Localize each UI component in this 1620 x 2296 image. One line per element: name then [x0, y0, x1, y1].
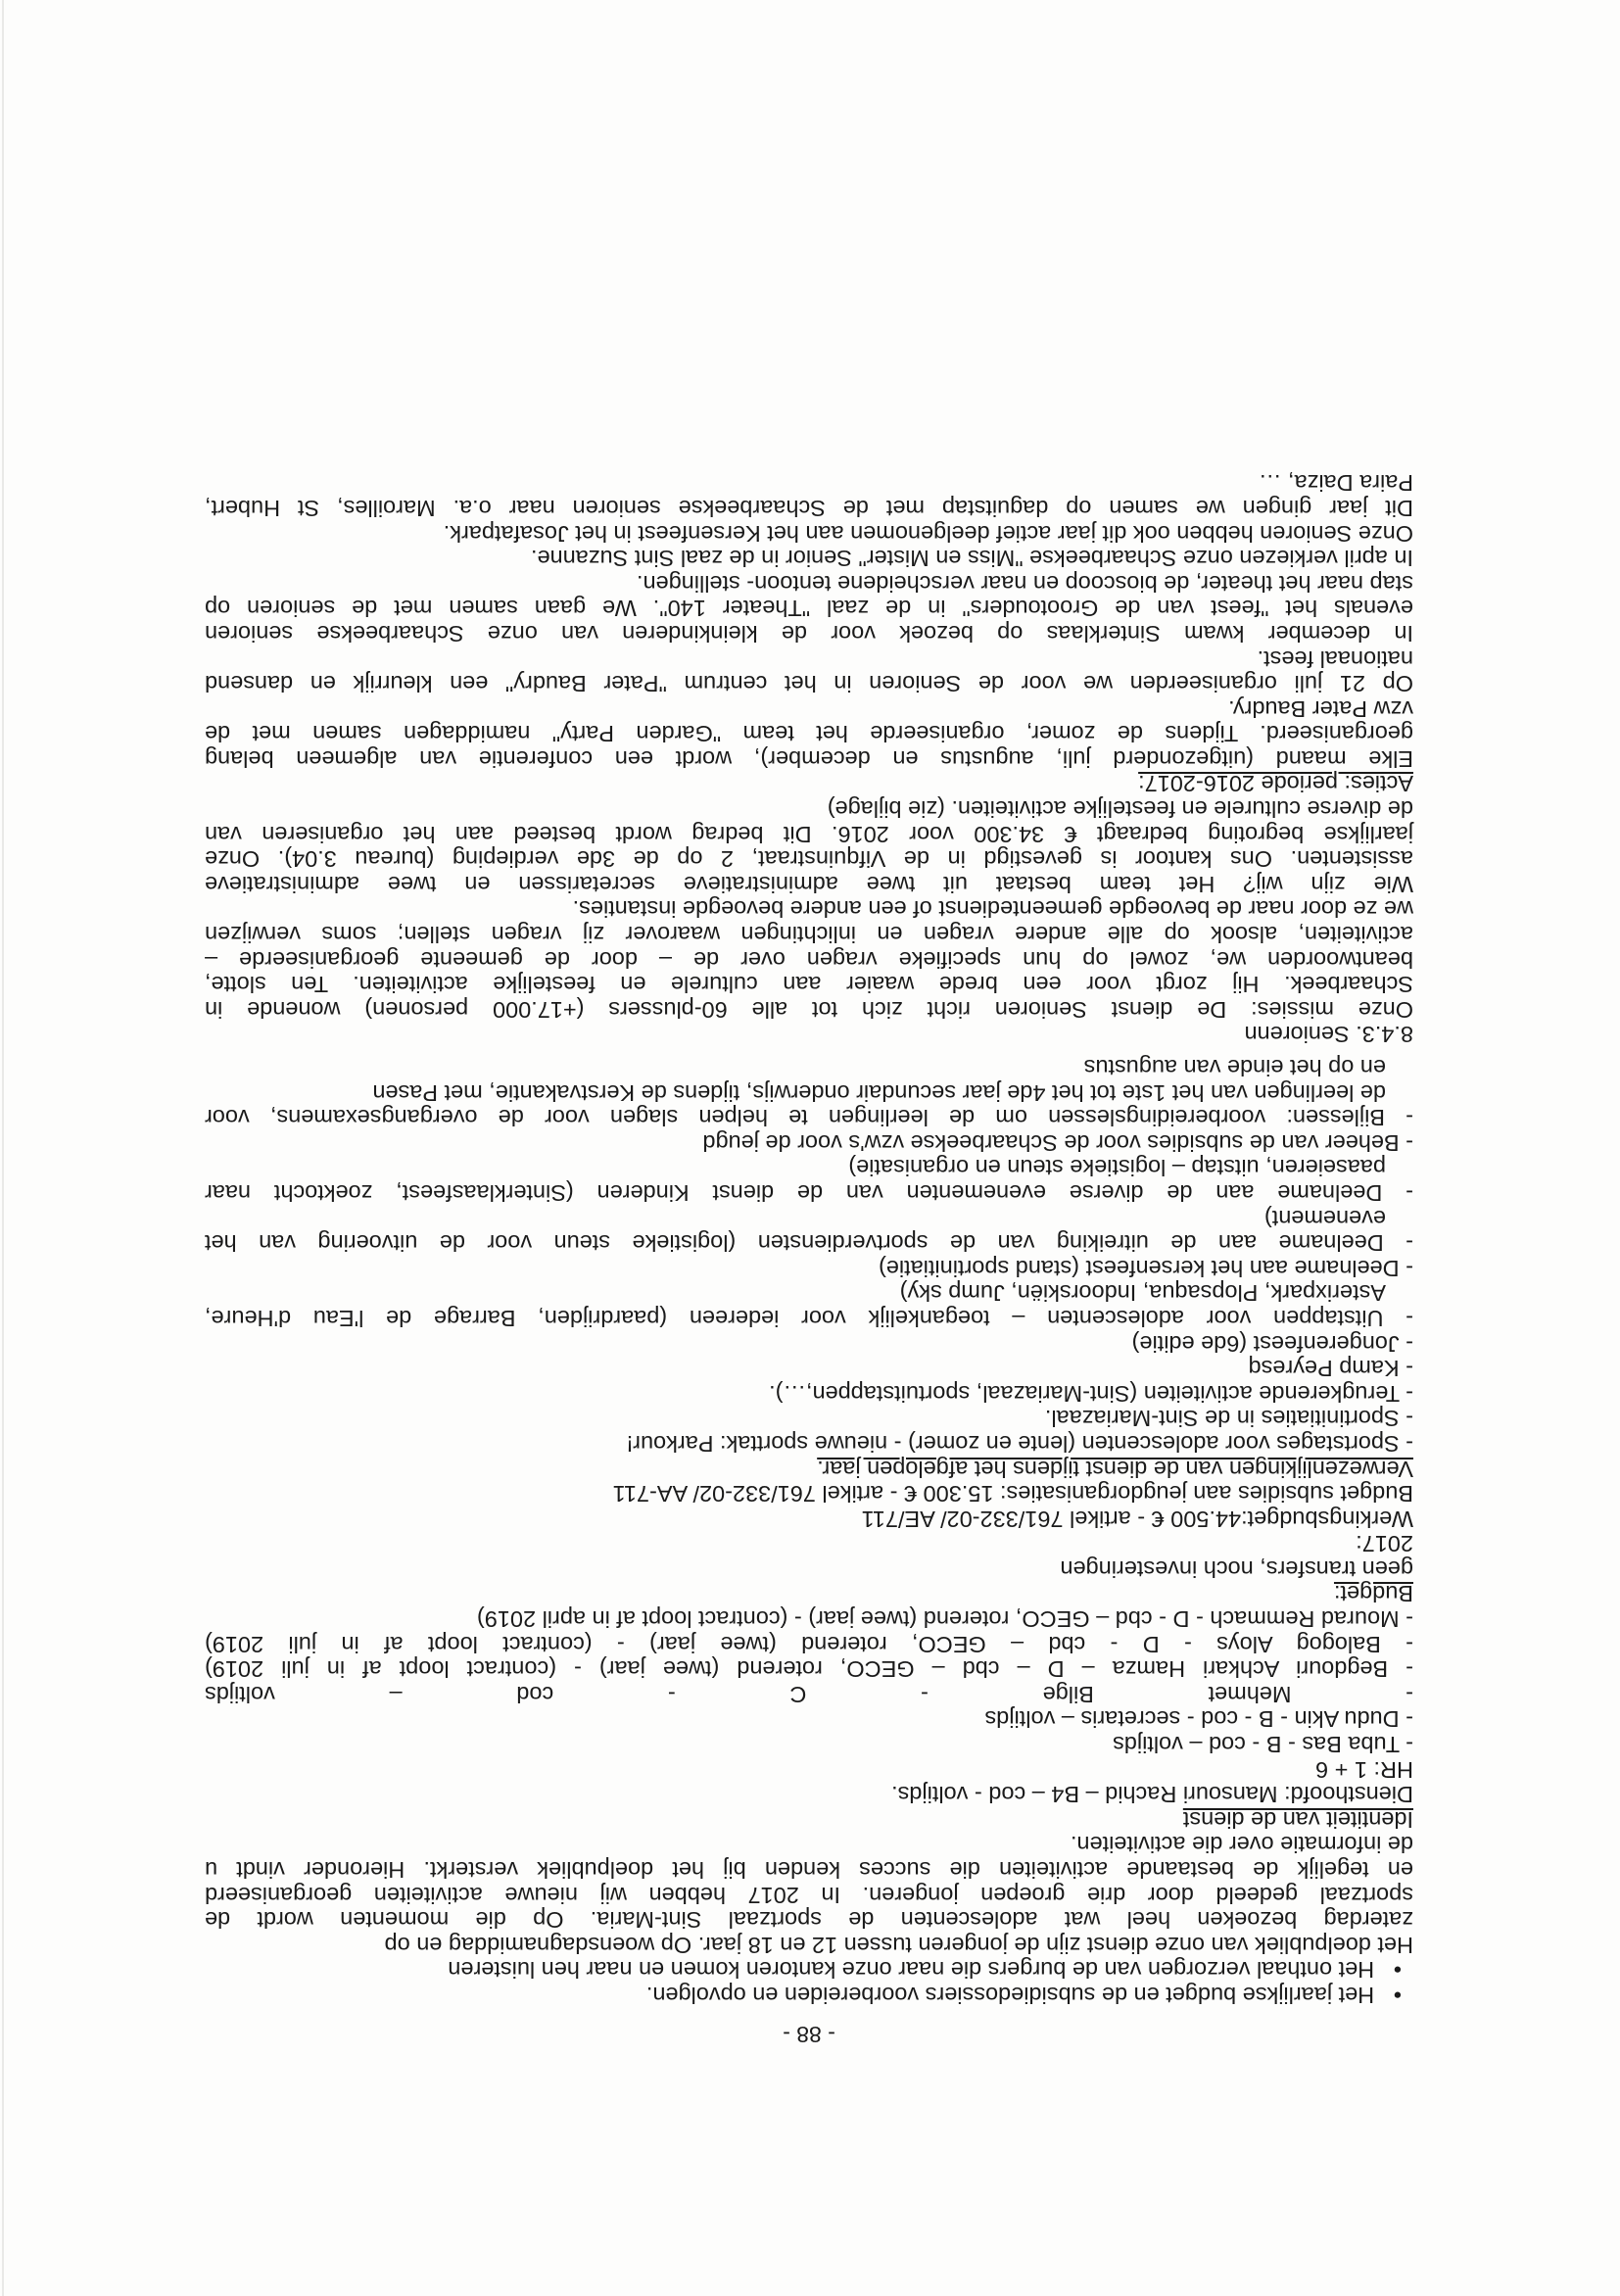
text-line: Identiteit van de dienst [1182, 1806, 1413, 1833]
text-line: Op 21 juli organiseerden we voor de Senioren in het centrum "Pater Baudry" een kleurrijk en dansend [205, 671, 1413, 697]
text-line: de informatie over die activiteiten. [1070, 1832, 1413, 1858]
text-line: - Mourad Remmach - D - cbd – GECO, roterend (twee jaar) - (contract loopt af in april 2019) [476, 1606, 1413, 1633]
text-line: - Dudu Akin - B - cod - secretaris – voltijds [984, 1706, 1413, 1733]
text-line: Werkingsbudget:44.500 € - artikel 761/332-02/ AE/711 [861, 1506, 1413, 1532]
text-line: Onze missies: De dienst Senioren richt zich tot alle 60-plussers (+17.000 personen) wonende in [205, 996, 1413, 1023]
text-line: - Tuba Bas - B - cod – voltijds [1113, 1732, 1413, 1758]
text-line: assistenten. Ons kantoor is gevestigd in de Vifquinstraat, 2 op de 3de verdieping (bureau 3.04). Onze [205, 846, 1413, 873]
text-line: Elke maand (uitgezonderd juli, augustus en december), wordt een conferentie van algemeen belang [205, 745, 1413, 772]
text-line: - Begdouri Achkari Hamza – D – cbd – GECO, roterend (twee jaar) - (contract loopt af in juli 2019) [205, 1656, 1413, 1683]
text-line: nationaal feest. [1257, 646, 1413, 672]
text-line: we ze door naar de bevoegde gemeentedienst of een andere bevoegde instanties. [572, 896, 1413, 923]
text-line: beantwoorden we, zowel op hun specifieke vragen over de – door de gemeente georganiseerde – [205, 946, 1413, 973]
text-line: Onze Senioren hebben ook dit jaar actief deelgenomen aan het Kersenfeest in het Josafatpark. [443, 520, 1413, 547]
text-line: - Jongerenfeest (6de editie) [1131, 1330, 1413, 1357]
text-line: - Terugkerende activiteiten (Sint-Mariazaal, sportuitstappen,…). [769, 1380, 1413, 1407]
text-line: Budget subsidies aan jeugdorganisaties: 15.300 € - artikel 761/332-02/ AA-711 [612, 1481, 1413, 1507]
text-line: In december kwam Sinterklaas op bezoek voor de kleinkinderen van onze Schaarbeekse senioren [205, 620, 1413, 646]
text-line: en op het einde van augustus [1083, 1055, 1386, 1081]
text-line: Dit jaar gingen we samen op daguitstap met de Schaarbeekse senioren naar o.a. Maroilles, St Hubert, [205, 495, 1413, 521]
text-line: en tegelijk de bestaande activiteiten die succes kenden bij het doelpubliek versterkt. Hieronder vindt u [205, 1857, 1413, 1884]
text-line: - Bijlessen: voorbereidingslessen om de leerlingen te helpen slagen voor de overgangsexamens, voor [205, 1105, 1413, 1131]
text-line: Acties: periode 2016-2017: [1138, 771, 1413, 797]
text-line: - Kamp Peyresq [1248, 1356, 1413, 1382]
text-line: - Sportinitiaties in de Sint-Mariazaal. [1044, 1406, 1413, 1432]
text-line: georganiseerd. Tijdens de zomer, organiseerde het team "Garden Party" namiddagen samen met de [205, 721, 1413, 747]
text-line: - Uitstappen voor adolescenten – toegankelijk voor iedereen (paardrijden, Barrage de l'Eau d'Heure, [205, 1305, 1413, 1331]
text-line: evenement) [1263, 1205, 1386, 1231]
text-line: de leerlingen van het 1ste tot het 4de jaar secundair onderwijs, tijdens de Kerstvakantie, met Pasen [372, 1079, 1386, 1106]
page-number: - 88 - [783, 2022, 835, 2047]
text-line: paaseieren, uitstap – logistieke steun en organisatie) [848, 1155, 1386, 1181]
text-line: geen transfers, noch investeringen [1060, 1555, 1413, 1582]
text-line: Paira Daiza, … [1258, 470, 1413, 497]
text-line: HR: 1 + 6 [1315, 1756, 1413, 1783]
text-line: 8.4.3. Seniorenn [1244, 1022, 1413, 1048]
text-line: vzw Pater Baudry. [1228, 695, 1413, 722]
text-line: - Deelname aan de diverse evenementen van de dienst Kinderen (Sinterklaasfeest, zoektocht naar [205, 1180, 1413, 1206]
text-line: jaarlijkse begroting bedraagt € 34.300 voor 2016. Dit bedrag wordt besteed aan het organiseren van [205, 821, 1413, 847]
text-line: - Beheer van de subsidies voor de Schaarbeekse vzw's voor de jeugd [702, 1129, 1413, 1156]
text-line: - Mehmet Bilge - C - cod – voltijds [205, 1681, 1413, 1707]
text-line: • Het jaarlijkse budget en de subsidiedossiers voorbereiden en opvolgen. [645, 1983, 1402, 2008]
text-line: Budget: [1333, 1581, 1413, 1607]
body-text [205, 470, 1413, 2007]
text-line: Diensthoofd: Mansouri Rachid – B4 – cod - voltijds. [891, 1782, 1413, 1808]
text-line: - Deelname aan het kersenfeest (stand sportinitiatie) [878, 1255, 1413, 1281]
text-line: Wie zijn wij? Het team bestaat uit twee administratieve secretarissen en twee administratieve [205, 871, 1413, 897]
text-line: activiteiten, alsook op alle andere vragen en inlichtingen waarover zij vragen stellen; soms verwijzen [205, 922, 1413, 948]
text-line: Schaarbeek. Hij zorgt voor een brede waaier aan culturele en feestelijke activiteiten. Ten slotte, [205, 972, 1413, 998]
text-line: 2017: [1356, 1531, 1413, 1557]
text-line: evenals het "feest van de Grootouders" in de zaal "Theater 140". We gaan samen met de senioren op [205, 596, 1413, 622]
text-line: Asterixpark, Plopsaqua, Indoorskiën, Jump sky) [899, 1280, 1386, 1307]
text-line: stap naar het theater, de bioscoop en naar verscheidene tentoon- stellingen. [636, 570, 1413, 597]
text-line: de diverse culturele en feestelijke activiteiten. (zie bijlage) [827, 796, 1413, 823]
text-line: Verwezenlijkingen van de dienst tijdens het afgelopen jaar. [817, 1456, 1413, 1482]
text-line: Het doelpubliek van onze dienst zijn de jongeren tussen 12 en 18 jaar. Op woensdagnamiddag en op [384, 1932, 1413, 1958]
text-line: • Het onthaal verzorgen van de burgers die naar onze kantoren komen en naar hen luisteren [448, 1957, 1402, 1984]
text-line: In april verkiezen onze Schaarbeekse "Miss en Mister" Senior in de zaal Sint Suzanne. [530, 546, 1413, 572]
text-line: zaterdag bezoeken heel wat adolescenten de sportzaal Sint-Maria. Op die momenten wordt de [205, 1907, 1413, 1934]
text-line: - Deelname aan de uitreiking van de sportverdiensten (logistieke steun voor de uitvoering van het [205, 1230, 1413, 1257]
text-line: sportzaal gedeeld door drie groepen jongeren. In 2017 hebben wij nieuwe activiteiten georganiseerd [205, 1882, 1413, 1908]
text-line: - Balogog Aloys - D - cbd – GECO, roterend (twee jaar) - (contract loopt af in juli 2019) [205, 1631, 1413, 1657]
text-line: - Sportstages voor adolescenten (lente en zomer) - nieuwe sporttak: Parkour! [626, 1430, 1413, 1457]
